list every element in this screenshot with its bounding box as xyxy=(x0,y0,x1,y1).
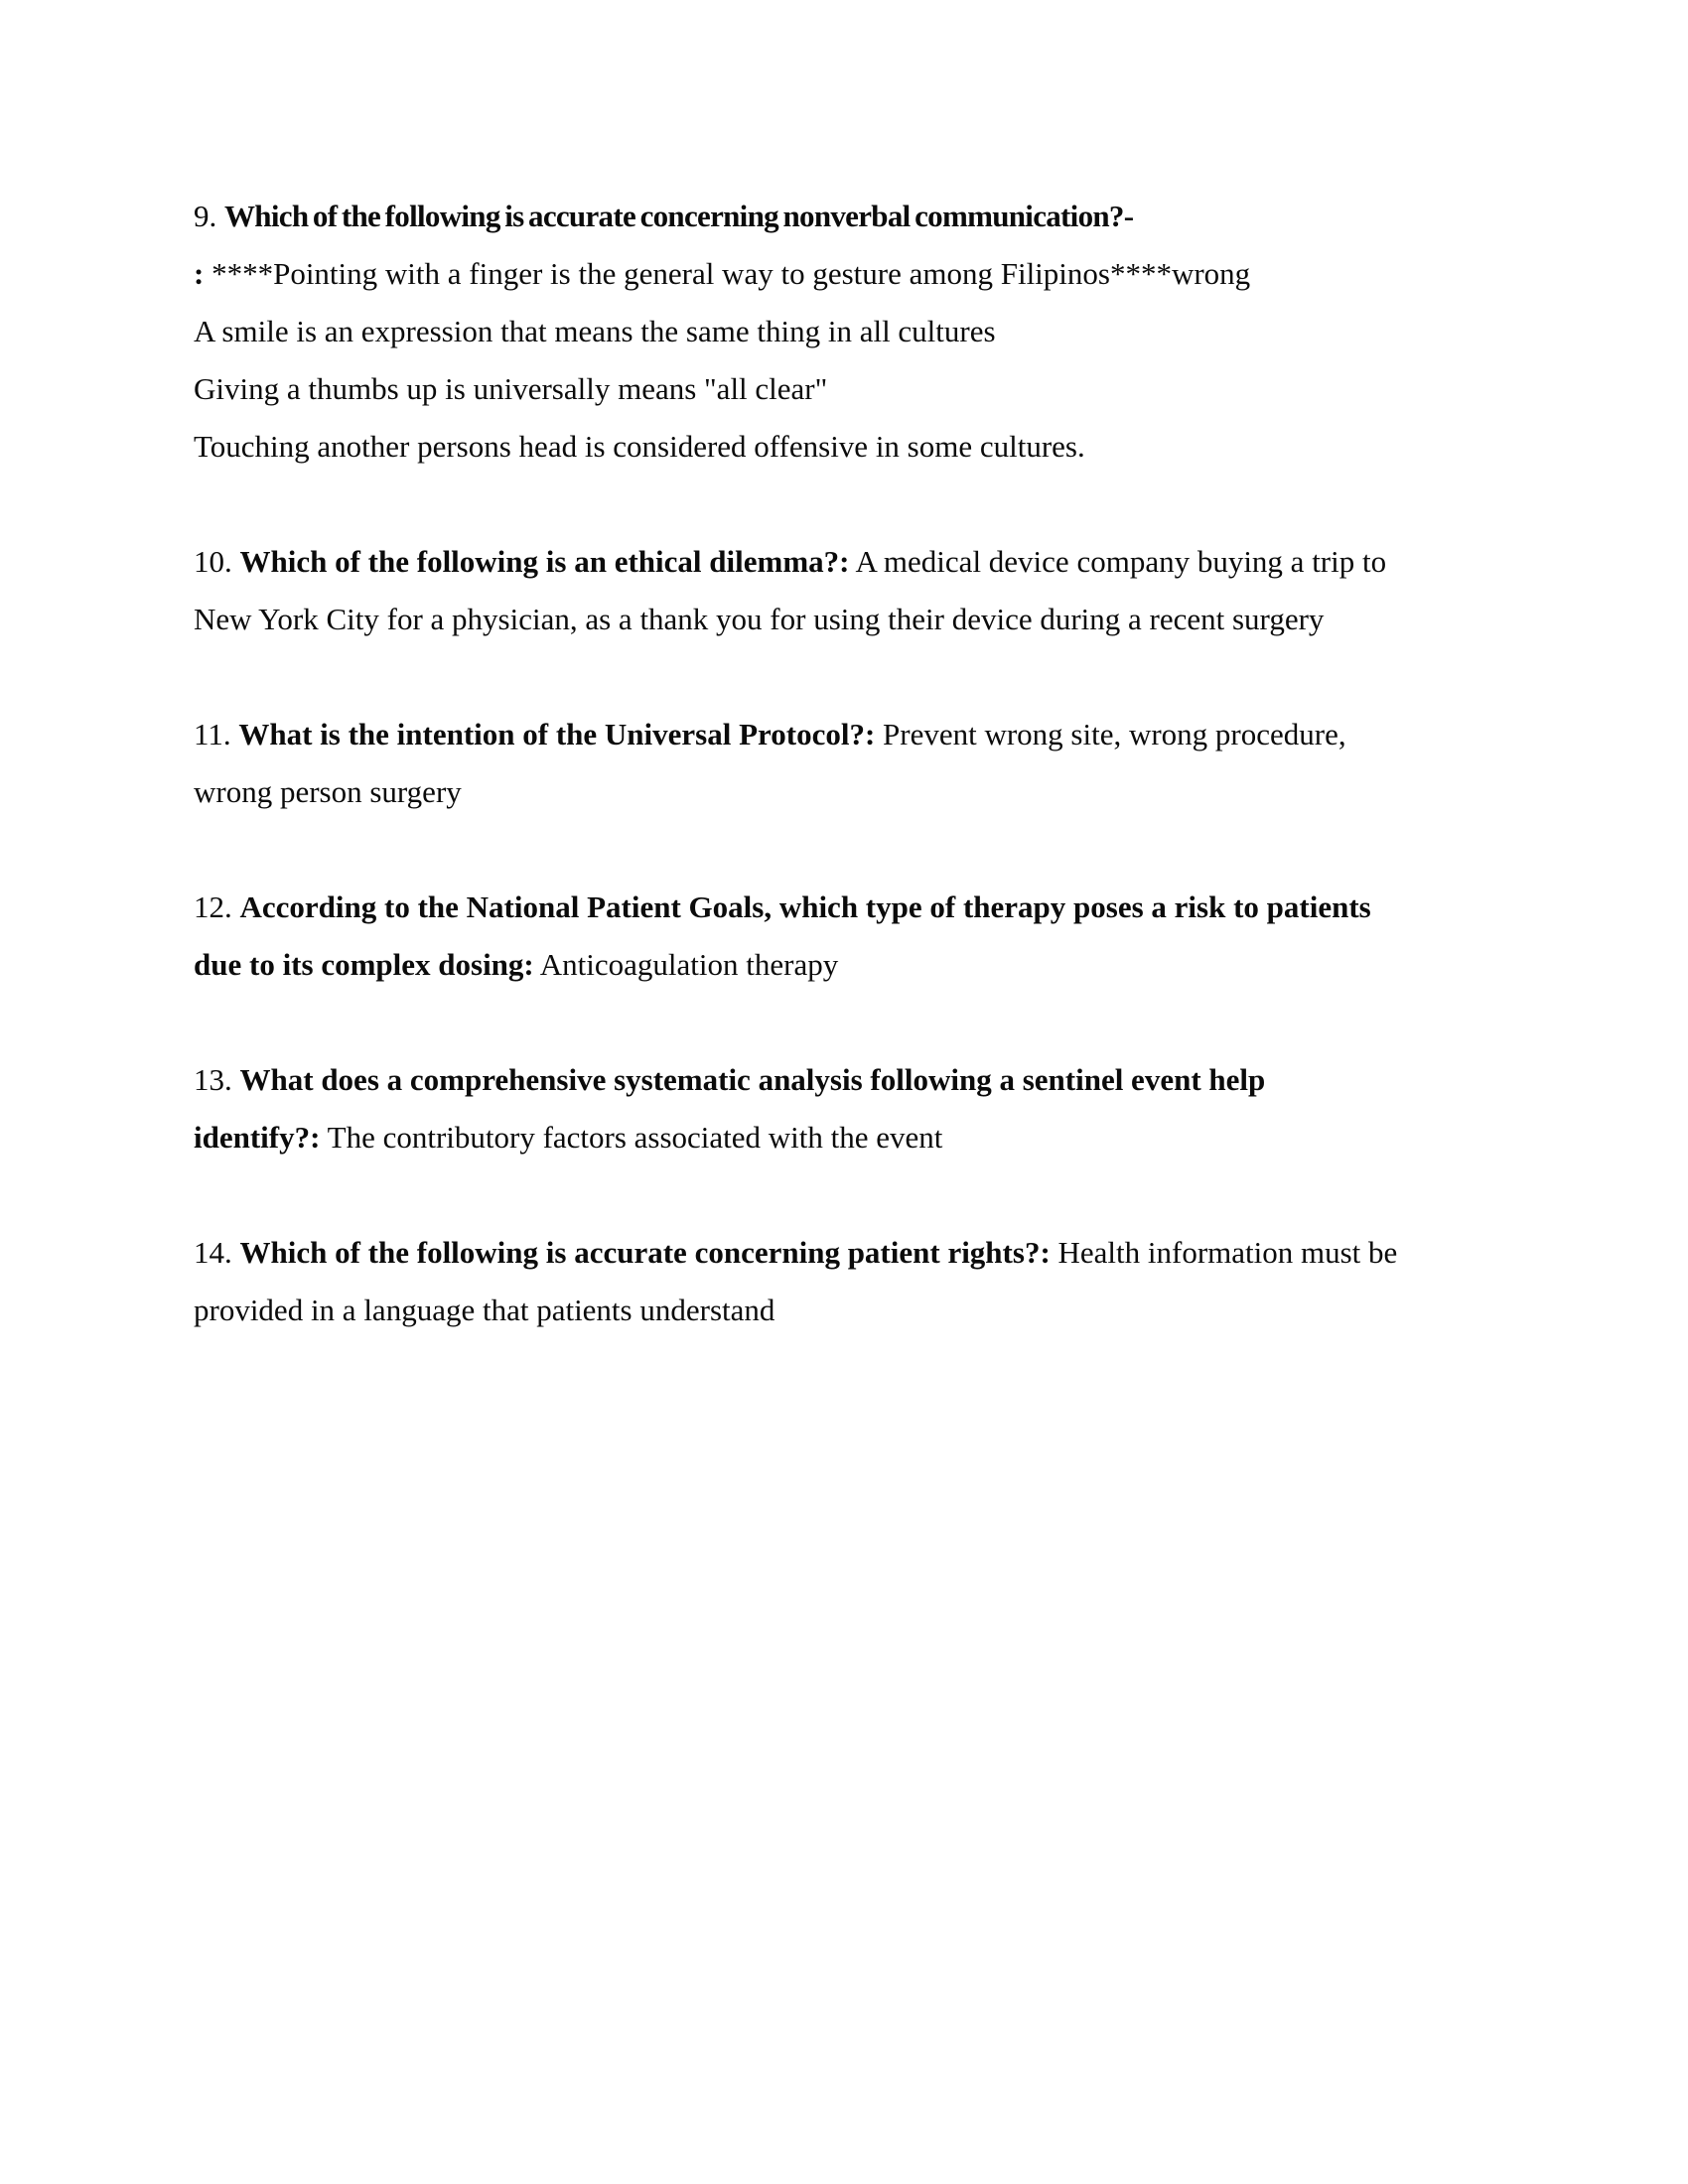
text-segment: What is the intention of the Universal Protocol?: xyxy=(238,717,876,751)
text-segment: Which of the following is an ethical dilemma?: xyxy=(239,544,850,579)
text-line xyxy=(194,303,1499,360)
text-segment: 9. xyxy=(194,199,224,233)
text-segment: Giving a thumbs up is universally means "all clear" xyxy=(194,371,828,406)
text-segment: 14. xyxy=(194,1235,240,1270)
text-line xyxy=(194,591,1499,648)
text-line xyxy=(194,763,1499,821)
text-line xyxy=(194,1109,1499,1166)
text-segment: 13. xyxy=(194,1062,240,1097)
text-segment: 12. xyxy=(194,889,240,924)
text-segment: provided in a language that patients understand xyxy=(194,1293,775,1327)
text-line xyxy=(194,1051,1499,1109)
question-block-q9 xyxy=(194,188,1499,476)
text-segment: A medical device company buying a trip to xyxy=(849,544,1387,579)
text-segment: due to its complex dosing: xyxy=(194,947,534,982)
text-segment: What does a comprehensive systematic analysis following a sentinel event help xyxy=(239,1062,1266,1097)
text-line xyxy=(194,706,1499,763)
text-line xyxy=(194,188,1499,245)
text-line xyxy=(194,245,1499,303)
text-line xyxy=(194,936,1499,994)
text-segment: 10. xyxy=(194,544,240,579)
question-block-q13 xyxy=(194,1051,1499,1166)
text-segment: Touching another persons head is considered offensive in some cultures. xyxy=(194,429,1085,464)
text-line xyxy=(194,533,1499,591)
text-segment: New York City for a physician, as a thank you for using their device during a recent surgery xyxy=(194,602,1325,636)
text-segment: Which of the following is accurate concerning nonverbal communication?- xyxy=(224,199,1134,233)
text-line xyxy=(194,879,1499,936)
text-segment: According to the National Patient Goals, which type of therapy poses a risk to patients xyxy=(239,889,1371,924)
text-segment: A smile is an expression that means the same thing in all cultures xyxy=(194,314,996,348)
text-line xyxy=(194,360,1499,418)
text-segment: Anticoagulation therapy xyxy=(533,947,839,982)
text-line xyxy=(194,1282,1499,1339)
text-segment: ****Pointing with a finger is the general way to gesture among Filipinos****wrong xyxy=(211,256,1251,291)
question-block-q11 xyxy=(194,706,1499,821)
text-segment: wrong person surgery xyxy=(194,774,462,809)
text-segment: identify?: xyxy=(194,1120,321,1155)
question-block-q14 xyxy=(194,1224,1499,1339)
text-segment: Which of the following is accurate concerning patient rights?: xyxy=(239,1235,1051,1270)
question-block-q10 xyxy=(194,533,1499,648)
text-segment: 11. xyxy=(194,717,239,751)
question-block-q12 xyxy=(194,879,1499,994)
text-segment: Prevent wrong site, wrong procedure, xyxy=(875,717,1346,751)
text-segment: Health information must be xyxy=(1050,1235,1398,1270)
text-line xyxy=(194,418,1499,476)
text-segment: : xyxy=(194,256,212,291)
text-segment: The contributory factors associated with the event xyxy=(320,1120,943,1155)
text-line xyxy=(194,1224,1499,1282)
question-list xyxy=(194,188,1499,1397)
